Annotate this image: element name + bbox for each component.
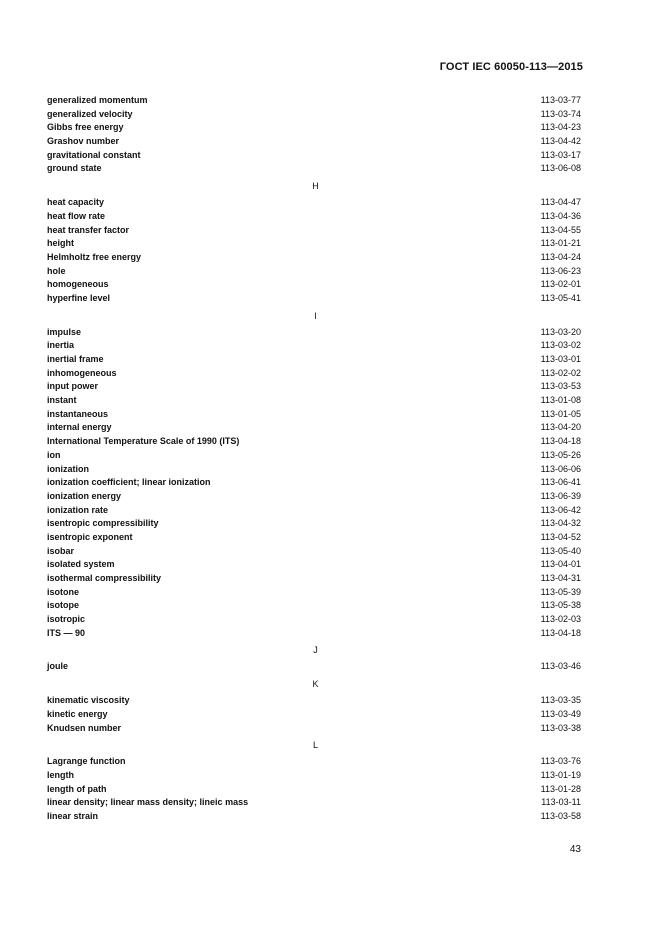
entry-code: 113-04-31	[540, 573, 581, 583]
entry-term: isotropic	[47, 614, 86, 625]
index-entry	[47, 339, 581, 353]
entry-code: 113-03-58	[540, 810, 581, 821]
entry-code: 113-04-18	[540, 627, 581, 638]
entry-code: 113-03-49	[540, 708, 581, 719]
entry-code: 113-03-01	[540, 354, 581, 364]
entry-code: 113-03-46	[540, 661, 581, 672]
index-entry	[47, 586, 581, 600]
entry-term: Lagrange function	[47, 756, 126, 767]
section-letter: J	[313, 645, 318, 656]
entry-code: 113-03-17	[540, 149, 581, 160]
entry-term: instantaneous	[47, 408, 109, 419]
entry-term: length	[47, 769, 74, 780]
entry-term: generalized velocity	[47, 108, 133, 119]
entry-term: instant	[47, 395, 77, 406]
entry-term: generalized momentum	[47, 95, 148, 105]
index-entry	[47, 783, 581, 797]
index-entry	[47, 708, 581, 722]
entry-code: 113-01-21	[540, 238, 581, 249]
entry-term: Gibbs free energy	[47, 122, 124, 133]
entry-term: ionization rate	[47, 504, 109, 515]
index-entry	[47, 121, 581, 135]
entry-term: ionization	[47, 463, 89, 474]
entry-term: isobar	[47, 545, 75, 556]
index-entry	[47, 108, 581, 122]
entry-term: isentropic compressibility	[47, 518, 159, 529]
index-entry	[47, 408, 581, 422]
index-entry	[47, 599, 581, 613]
entry-code: 113-03-74	[540, 108, 581, 119]
entry-term: inertia	[47, 340, 75, 351]
entry-code: 113-03-53	[540, 381, 581, 392]
index-entry	[47, 517, 581, 531]
index-entry	[47, 196, 581, 210]
index-entry	[47, 769, 581, 783]
entry-code: 113-05-38	[540, 600, 581, 611]
entry-term: ground state	[47, 163, 102, 174]
entry-term: impulse	[47, 326, 82, 337]
index-entry	[47, 722, 581, 736]
entry-code: 113-01-08	[540, 395, 581, 406]
section-letter: L	[312, 740, 318, 751]
section-letter: I	[314, 310, 317, 321]
entry-term: ionization energy	[47, 490, 122, 501]
term-index	[47, 94, 581, 824]
entry-code: 113-04-23	[540, 122, 581, 133]
index-entry	[47, 545, 581, 559]
index-entry	[47, 449, 581, 463]
index-entry	[47, 353, 581, 367]
index-entry	[47, 162, 581, 176]
entry-term: height	[47, 238, 74, 249]
index-entry	[47, 265, 581, 279]
entry-term: Grashov number	[47, 136, 120, 147]
index-entry	[47, 149, 581, 163]
entry-term: hyperfine level	[47, 292, 111, 303]
index-entry	[47, 463, 581, 477]
entry-code: 113-03-35	[540, 695, 581, 706]
entry-term: length of path	[47, 783, 107, 794]
entry-code: 113-03-20	[540, 326, 581, 337]
entry-code: 113-02-03	[540, 614, 581, 625]
entry-term: inertial frame	[47, 354, 104, 364]
entry-code: 113-05-39	[540, 586, 581, 597]
entry-code: 113-03-38	[540, 722, 581, 733]
entry-term: ionization coefficient; linear ionization	[47, 477, 211, 488]
entry-code: 113-02-02	[540, 367, 581, 378]
entry-code: 113-05-40	[540, 545, 581, 556]
entry-term: linear density; linear mass density; lineic mass	[47, 797, 249, 808]
page-number: 43	[569, 844, 581, 855]
index-entry	[47, 421, 581, 435]
index-entry	[47, 572, 581, 586]
entry-code: 113-06-41	[540, 477, 581, 488]
index-entry	[47, 660, 581, 674]
index-entry	[47, 278, 581, 292]
entry-code: 113-01-28	[540, 783, 581, 794]
entry-code: 113-04-52	[540, 531, 581, 542]
index-entry	[47, 810, 581, 824]
entry-term: ITS — 90	[47, 627, 86, 638]
entry-code: 113-03-11	[541, 797, 581, 808]
entry-code: 113-04-01	[540, 559, 581, 570]
entry-code: 113-03-76	[540, 756, 581, 767]
index-entry	[47, 210, 581, 224]
entry-term: gravitational constant	[47, 149, 141, 160]
entry-code: 113-01-05	[540, 408, 581, 419]
entry-code: 113-03-02	[540, 340, 581, 351]
index-entry	[47, 367, 581, 381]
entry-term: input power	[47, 381, 98, 392]
entry-code: 113-04-55	[540, 224, 581, 235]
index-entry	[47, 613, 581, 627]
entry-code: 113-06-42	[540, 504, 581, 515]
entry-code: 113-02-01	[540, 279, 581, 290]
entry-code: 113-04-18	[540, 436, 581, 447]
index-entry	[47, 251, 581, 265]
entry-term: isothermal compressibility	[47, 573, 162, 583]
entry-code: 113-04-42	[540, 136, 581, 147]
standard-designation: ГОСТ IEC 60050-113—2015	[439, 61, 583, 73]
entry-term: International Temperature Scale of 1990 (ITS)	[47, 436, 240, 447]
index-entry	[47, 504, 581, 518]
entry-code: 113-01-19	[540, 769, 581, 780]
entry-code: 113-03-77	[540, 95, 581, 105]
entry-term: kinetic energy	[47, 708, 108, 719]
entry-term: inhomogeneous	[47, 367, 117, 378]
entry-code: 113-06-08	[540, 163, 581, 174]
entry-term: linear strain	[47, 810, 99, 821]
index-entry	[47, 237, 581, 251]
entry-term: isentropic exponent	[47, 531, 133, 542]
index-entry	[47, 490, 581, 504]
section-letter: K	[312, 679, 319, 690]
entry-code: 113-06-06	[540, 463, 581, 474]
entry-code: 113-04-20	[540, 422, 581, 433]
index-entry	[47, 394, 581, 408]
entry-term: kinematic viscosity	[47, 695, 130, 706]
entry-term: Knudsen number	[47, 722, 122, 733]
entry-term: heat capacity	[47, 197, 105, 208]
index-entry	[47, 326, 581, 340]
entry-term: isolated system	[47, 559, 115, 570]
index-entry	[47, 796, 581, 810]
entry-code: 113-05-26	[540, 449, 581, 460]
index-entry	[47, 224, 581, 238]
entry-term: internal energy	[47, 422, 112, 433]
index-entry	[47, 292, 581, 306]
entry-term: isotope	[47, 600, 80, 611]
entry-term: ion	[47, 449, 61, 460]
index-entry	[47, 476, 581, 490]
section-letter: H	[312, 181, 319, 192]
entry-code: 113-04-36	[540, 210, 581, 221]
entry-code: 113-05-41	[540, 292, 581, 303]
index-entry	[47, 531, 581, 545]
entry-code: 113-06-39	[540, 490, 581, 501]
index-entry	[47, 135, 581, 149]
index-entry	[47, 380, 581, 394]
index-entry	[47, 755, 581, 769]
index-entry	[47, 94, 581, 108]
entry-term: heat transfer factor	[47, 224, 130, 235]
entry-code: 113-06-23	[540, 265, 581, 276]
entry-code: 113-04-32	[540, 518, 581, 529]
entry-term: Helmholtz free energy	[47, 251, 142, 262]
entry-term: heat flow rate	[47, 210, 106, 221]
index-entry	[47, 694, 581, 708]
entry-code: 113-04-47	[540, 197, 581, 208]
entry-term: homogeneous	[47, 279, 109, 290]
entry-code: 113-04-24	[540, 251, 581, 262]
index-entry	[47, 435, 581, 449]
entry-term: hole	[47, 265, 66, 276]
entry-term: joule	[47, 661, 69, 672]
index-entry	[47, 627, 581, 641]
entry-term: isotone	[47, 586, 80, 597]
index-entry	[47, 558, 581, 572]
